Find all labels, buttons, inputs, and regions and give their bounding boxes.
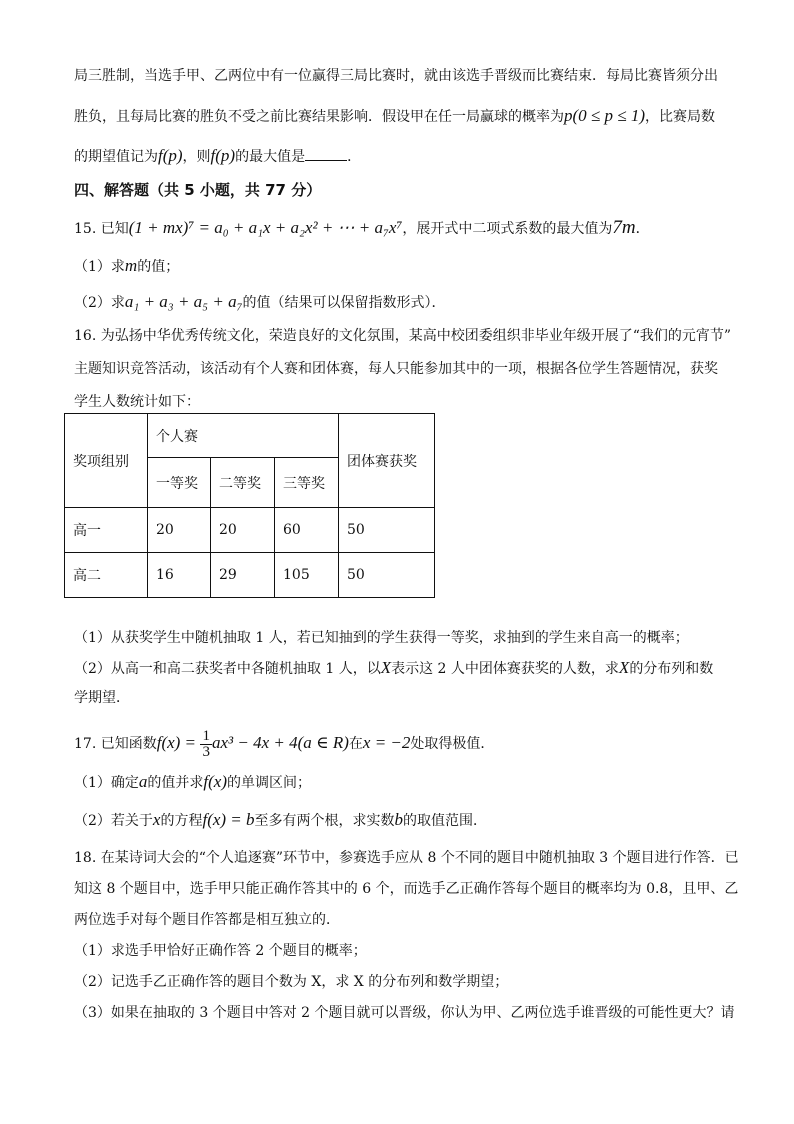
q17-sub-2 (74, 810, 487, 831)
q17-sub-1 (74, 772, 311, 793)
q15-s2-b: 的值（结果可以保留指数形式）． (242, 295, 446, 311)
p14-line-3 (74, 146, 361, 167)
header-individual: 个人赛 (148, 414, 339, 458)
p14-line-3-text-a: 的期望值记为 (74, 149, 158, 165)
q16-s2-b: 表示这 2 人中团体赛获奖的人数，求 (391, 661, 619, 677)
q16-sub-2-cont: 学期望． (74, 690, 130, 706)
q17-s2-a: （2）若关于 (74, 813, 153, 829)
q15-stem-end: ． (635, 221, 650, 237)
row-label: 高二 (65, 553, 148, 598)
cell-team: 50 (339, 553, 435, 598)
q16-s2-a: （2）从高一和高二获奖者中各随机抽取 1 人，以 (74, 661, 381, 677)
q17-s2-eq: f(x) = b (202, 810, 255, 829)
q17-mid: 在 (348, 736, 363, 752)
q18-sub-2: （2）记选手乙正确作答的题目个数为 X，求 X 的分布列和数学期望； (74, 974, 509, 990)
header-first-prize: 一等奖 (148, 458, 211, 508)
cell-second: 20 (211, 508, 275, 553)
cell-first: 16 (148, 553, 211, 598)
p14-line-2-text-b: ，比赛局数 (644, 109, 715, 125)
q17-s1-a-var: a (138, 772, 148, 791)
q16-line-1: 16. 为弘扬中华优秀传统文化，荣造良好的文化氛围，某高中校团委组织非毕业年级开展了“我们的元宵节” (74, 328, 732, 344)
q17-s1-b: 的值并求 (147, 775, 204, 791)
fraction-numerator: 1 (202, 727, 210, 744)
row-label: 高一 (65, 508, 148, 553)
q15-sub-2 (74, 292, 445, 313)
p14-line-2-text-a: 胜负，且每局比赛的胜负不受之前比赛结果影响．假设甲在任一局赢球的概率为 (74, 109, 564, 125)
q15-7m: 7m (612, 217, 636, 238)
q17-s1-fx: f(x) (203, 772, 228, 791)
header-second-prize: 二等奖 (211, 458, 275, 508)
q16-sub-2 (74, 658, 713, 679)
cell-second: 29 (211, 553, 275, 598)
p14-line-3-text-c: 的最大值是 (235, 149, 306, 165)
q15-s1-b: 的值； (137, 259, 180, 275)
p14-line-3-end: ． (347, 149, 362, 165)
q15-stem-text: ，展开式中二项式系数的最大值为 (402, 221, 613, 237)
q17-s1-a: （1）确定 (74, 775, 139, 791)
p14-fp-2: f(p) (210, 146, 236, 165)
q17-s1-c: 的单调区间； (227, 775, 312, 791)
q17-s2-b-var: b (394, 810, 404, 829)
answer-blank[interactable] (305, 146, 347, 161)
q17-s2-d: 的取值范围． (403, 813, 488, 829)
q17-fraction (200, 729, 212, 760)
q18-sub-3: （3）如果在抽取的 3 个题目中答对 2 个题目就可以晋级，你认为甲、乙两位选手谁晋级的可能性更大？请 (74, 1005, 735, 1021)
q17-f-left: f(x) = (156, 733, 197, 752)
q17-s2-x: x (152, 810, 161, 829)
q15-s2-sum: a₁ + a₃ + a₅ + a₇ (124, 292, 243, 311)
cell-third: 60 (275, 508, 339, 553)
q18-line-2: 知这 8 个题目中，选手甲只能正确作答其中的 6 个，而选手乙正确作答每个题目的概率均为 0.8，且甲、乙 (74, 881, 739, 897)
q15-stem (74, 218, 650, 239)
q17-s2-c: 至多有两个根，求实数 (254, 813, 395, 829)
header-group: 奖项组别 (65, 414, 148, 508)
cell-team: 50 (339, 508, 435, 553)
q16-line-2: 主题知识竞答活动，该活动有个人赛和团体赛，每人只能参加其中的一项，根据各位学生答题情况，获奖 (74, 361, 718, 377)
q17-f-right: ax³ − 4x + 4(a ∈ R) (211, 733, 349, 752)
cell-first: 20 (148, 508, 211, 553)
p14-line-3-text-b: ，则 (182, 149, 211, 165)
table-row (65, 508, 435, 553)
q15-number: 15. 已知 (74, 221, 129, 237)
header-third-prize: 三等奖 (275, 458, 339, 508)
q17-tail: 处取得极值． (410, 736, 495, 752)
q15-s1-m: m (124, 256, 138, 275)
p14-probability-expr: p(0 ≤ p ≤ 1) (564, 106, 645, 125)
q16-x-2: X (618, 658, 630, 677)
cell-third: 105 (275, 553, 339, 598)
q16-x-1: X (380, 658, 392, 677)
p14-line-1: 局三胜制，当选手甲、乙两位中有一位赢得三局比赛时，就由该选手晋级而比赛结束．每局比赛皆须分出 (74, 68, 718, 84)
award-table (64, 413, 435, 598)
q17-condition: x = −2 (362, 733, 411, 752)
table-row (65, 553, 435, 598)
fraction-denominator: 3 (202, 743, 210, 760)
p14-fp-1: f(p) (158, 146, 183, 165)
q17-number: 17. 已知函数 (74, 736, 157, 752)
q18-line-1: 18. 在某诗词大会的“个人追逐赛”环节中，参赛选手应从 8 个不同的题目中随机抽取 3 个题目进行作答．已 (74, 850, 739, 866)
q15-s1-a: （1）求 (74, 259, 125, 275)
q18-line-3: 两位选手对每个题目作答都是相互独立的． (74, 912, 340, 928)
header-team: 团体赛获奖 (339, 414, 435, 508)
q16-line-3: 学生人数统计如下： (74, 394, 200, 410)
q16-s2-c: 的分布列和数 (629, 661, 714, 677)
p14-line-2 (74, 106, 715, 127)
q15-expansion: (1 + mx)⁷ = a₀ + a₁x + a₂x² + ⋯ + a₇x⁷ (128, 218, 403, 237)
q15-sub-1 (74, 256, 179, 277)
section-title: 四、解答题（共 5 小题，共 77 分） (74, 181, 322, 199)
q17-stem (74, 726, 494, 760)
q15-s2-a: （2）求 (74, 295, 125, 311)
q18-sub-1: （1）求选手甲恰好正确作答 2 个题目的概率； (74, 943, 367, 959)
q17-s2-b: 的方程 (160, 813, 203, 829)
q16-sub-1: （1）从获奖学生中随机抽取 1 人，若已知抽到的学生获得一等奖，求抽到的学生来自高一的概率； (74, 630, 689, 646)
